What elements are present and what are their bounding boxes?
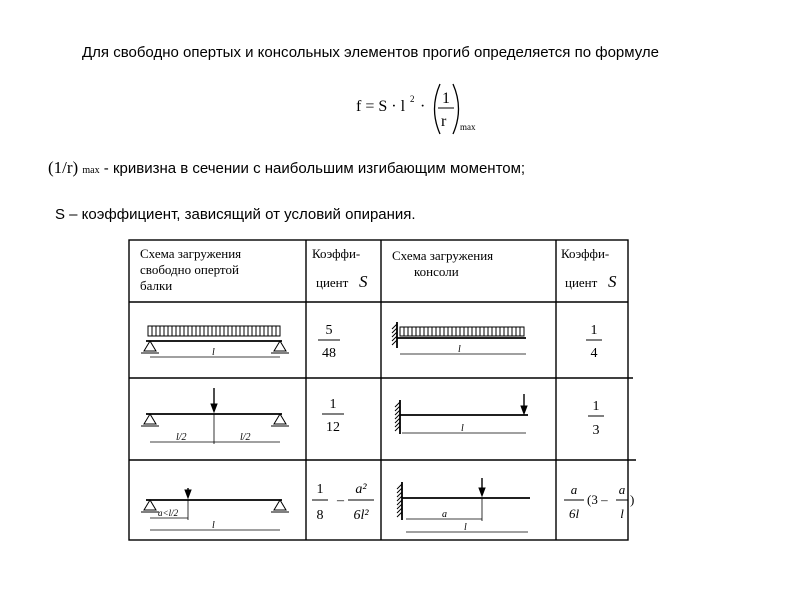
curvature-subscript: max <box>82 165 100 176</box>
load-arrowhead <box>185 490 191 498</box>
span-label: l <box>464 522 467 533</box>
header-coef-2-line-2: циент <box>565 275 598 290</box>
uniform-load-band <box>400 327 524 336</box>
header-cantilever-line-1: Схема загружения <box>392 248 494 263</box>
table-border <box>129 240 628 540</box>
span-label: l <box>212 520 215 531</box>
row-3-cant-coef-2-den: l <box>620 506 624 521</box>
header-beam-line-1: Схема загружения <box>140 246 242 261</box>
row-3-beam-coef-1-den: 8 <box>316 508 324 523</box>
load-hatching <box>404 327 520 336</box>
span-label: l <box>461 423 464 434</box>
half-span-right-label: l/2 <box>240 432 251 443</box>
wall-hatching <box>397 484 402 517</box>
table-grid <box>129 240 636 540</box>
pin-support-right <box>274 500 286 510</box>
formula-numerator: 1 <box>442 90 450 107</box>
row-3-beam-coef-2-num: a² <box>355 482 367 497</box>
a-condition-label: a<l/2 <box>158 508 179 518</box>
formula-denominator: r <box>441 113 447 130</box>
curvature-dash: - <box>99 160 113 177</box>
formula-exponent: 2 <box>410 94 415 104</box>
header-beam-line-2: свободно опертой <box>140 262 239 277</box>
curvature-symbol: (1/r) <box>48 158 79 177</box>
header-cantilever-line-2: консоли <box>414 264 459 279</box>
row-3-beam-coef-2-den: 6l² <box>353 508 369 523</box>
pin-support-right <box>274 414 286 424</box>
load-arrowhead <box>211 404 217 412</box>
diagram-beam-midspan-load <box>141 388 289 444</box>
span-label: l <box>458 344 461 355</box>
header-coef-1-line-2: циент <box>316 275 349 290</box>
formula-subscript: max <box>460 122 476 132</box>
row-1-cant-coef-num: 1 <box>590 323 598 338</box>
row-1-beam-coef-num: 5 <box>325 323 333 338</box>
row-3-cant-coef-1-num: a <box>570 482 578 497</box>
a-label: a <box>442 509 447 520</box>
row-3-cant-coef-1-den: 6l <box>568 506 580 521</box>
pin-support-left <box>144 414 156 424</box>
header-coef-2-symbol: S <box>608 272 617 291</box>
curvature-definition <box>48 158 525 178</box>
coefficient-definition: S – коэффициент, зависящий от условий опирания. <box>55 206 416 223</box>
formula-dot: · <box>420 98 426 115</box>
pin-support-left <box>144 341 156 351</box>
diagram-beam-uniform-load <box>141 326 289 357</box>
header-coef-2-line-1: Коэффи- <box>561 246 610 261</box>
curvature-text: кривизна в сечении с наибольшим изгибающим моментом; <box>112 160 526 177</box>
header-coef-1-symbol: S <box>359 272 368 291</box>
row-2-beam-coef-den: 12 <box>326 420 340 435</box>
load-hatching <box>152 326 276 336</box>
header-coef-1-line-1: Коэффи- <box>312 246 361 261</box>
header-beam-line-3: балки <box>140 278 173 293</box>
row-2-beam-coef-num: 1 <box>329 397 337 412</box>
row-3-cant-paren-close: ) <box>630 492 635 507</box>
formula-lhs: f = S · l <box>356 98 406 115</box>
row-3-beam-minus: – <box>337 493 344 508</box>
row-2-cant-coef-den: 3 <box>592 423 600 438</box>
row-3-cant-coef-2-num: a <box>618 482 626 497</box>
span-label: l <box>212 347 215 358</box>
row-3-cant-paren-open: (3 – <box>587 492 608 507</box>
formula-left-paren <box>435 84 441 134</box>
load-arrowhead <box>521 406 527 414</box>
half-span-left-label: l/2 <box>176 432 187 443</box>
pin-support-left <box>144 500 156 510</box>
row-1-beam-coef-den: 48 <box>322 346 336 361</box>
formula-right-paren <box>453 84 459 134</box>
coefficient-table <box>128 238 640 544</box>
row-2-cant-coef-num: 1 <box>592 399 600 414</box>
pin-support-right <box>274 341 286 351</box>
row-1-cant-coef-den: 4 <box>590 346 598 361</box>
load-arrowhead <box>479 488 485 496</box>
intro-text: Для свободно опертых и консольных элементов прогиб определяется по формуле <box>82 44 660 61</box>
deflection-formula <box>356 82 496 136</box>
row-3-beam-coef-1-num: 1 <box>316 482 324 497</box>
